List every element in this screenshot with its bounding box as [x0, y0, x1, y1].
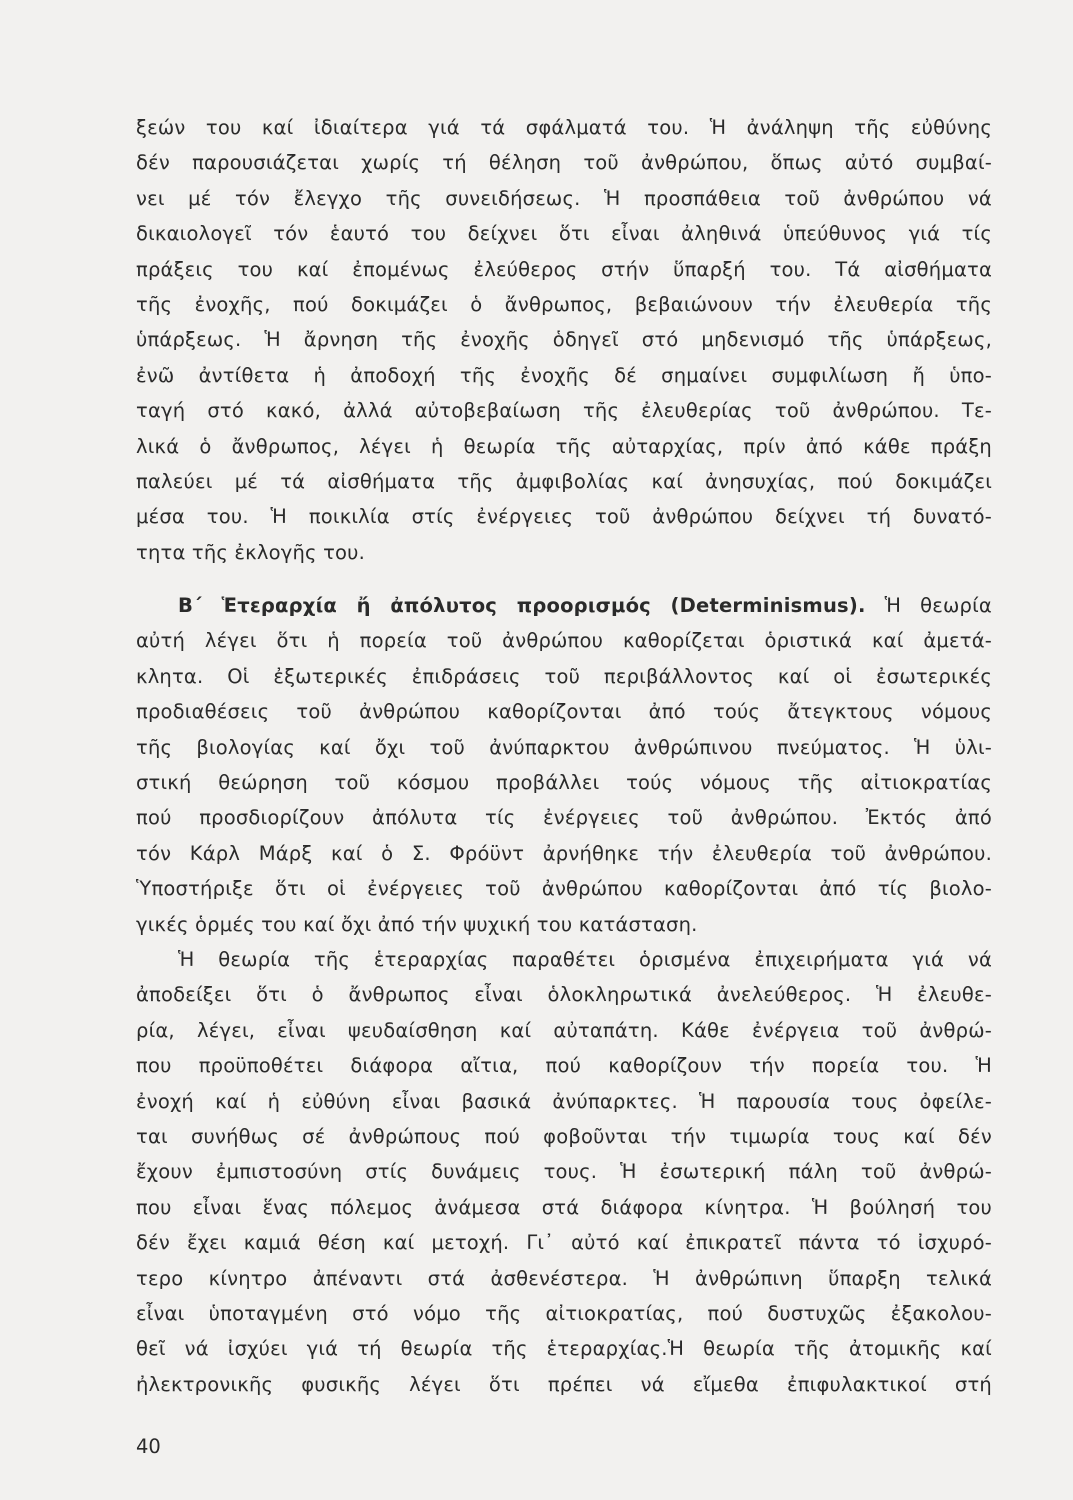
page-number: 40	[136, 1435, 161, 1458]
paragraph-1	[136, 110, 992, 570]
text-line: ἐνῶ ἀντίθετα ἡ ἀποδοχή τῆς ἐνοχῆς δέ σημαίνει συμφιλίωση ἤ ὑπο-	[136, 363, 992, 387]
text-line: ται συνήθως σέ ἀνθρώπους πού φοβοῦνται τήν τιμωρία τους καί δέν	[136, 1124, 992, 1148]
text-line: τῆς βιολογίας καί ὄχι τοῦ ἀνύπαρκτου ἀνθρώπινου πνεύματος. Ἡ ὑλι-	[136, 735, 992, 759]
paragraph-spacer	[136, 570, 992, 588]
text-line: τερο κίνητρο ἀπέναντι στά ἀσθενέστερα. Ἡ ἀνθρώπινη ὕπαρξη τελικά	[136, 1266, 992, 1290]
text-line: πού προσδιορίζουν ἀπόλυτα τίς ἐνέργειες τοῦ ἀνθρώπου. Ἐκτός ἀπό	[136, 806, 992, 830]
text-line: δέν παρουσιάζεται χωρίς τή θέληση τοῦ ἀνθρώπου, ὅπως αὐτό συμβαί-	[136, 151, 992, 175]
text-line: νει μέ τόν ἔλεγχο τῆς συνειδήσεως. Ἡ προσπάθεια τοῦ ἀνθρώπου νά	[136, 186, 992, 210]
text-line: τητα τῆς ἐκλογῆς του.	[136, 540, 366, 564]
text-line: Ὑποστήριξε ὅτι οἱ ἐνέργειες τοῦ ἀνθρώπου καθορίζονται ἀπό τίς βιολο-	[136, 877, 992, 901]
text-line: ξεών του καί ἰδιαίτερα γιά τά σφάλματά του. Ἡ ἀνάληψη τῆς εὐθύνης	[136, 116, 992, 139]
text-line: γικές ὁρμές του καί ὄχι ἀπό τήν ψυχική του κατάσταση.	[136, 912, 698, 936]
paragraph-2	[136, 588, 992, 942]
text-line: αὐτή λέγει ὅτι ἡ πορεία τοῦ ἀνθρώπου καθορίζεται ὁριστικά καί ἀμετά-	[136, 629, 992, 653]
text-line: λικά ὁ ἄνθρωπος, λέγει ἡ θεωρία τῆς αὐταρχίας, πρίν ἀπό κάθε πράξη	[136, 434, 992, 458]
text-line: ἐνοχή καί ἡ εὐθύνη εἶναι βασικά ἀνύπαρκτες. Ἡ παρουσία τους ὀφείλε-	[136, 1089, 992, 1113]
heading-line-rest: Ἡ θεωρία	[884, 594, 992, 618]
text-line: Ἡ θεωρία τῆς ἑτεραρχίας παραθέτει ὁρισμένα ἐπιχειρήματα γιά νά	[178, 947, 992, 971]
text-line: ἀποδείξει ὅτι ὁ ἄνθρωπος εἶναι ὁλοκληρωτικά ἀνελεύθερος. Ἡ ἐλευθε-	[136, 983, 992, 1007]
text-line: κλητα. Οἱ ἐξωτερικές ἐπιδράσεις τοῦ περιβάλλοντος καί οἱ ἐσωτερικές	[136, 664, 992, 688]
text-line: ὑπάρξεως. Ἡ ἄρνηση τῆς ἐνοχῆς ὁδηγεῖ στό μηδενισμό τῆς ὑπάρξεως,	[136, 328, 992, 352]
text-line: που προϋποθέτει διάφορα αἴτια, πού καθορίζουν τήν πορεία του. Ἡ	[136, 1054, 992, 1078]
text-line: τῆς ἐνοχῆς, πού δοκιμάζει ὁ ἄνθρωπος, βεβαιώνουν τήν ἐλευθερία τῆς	[136, 292, 992, 316]
section-heading-line	[136, 588, 992, 623]
text-line: μέσα του. Ἡ ποικιλία στίς ἐνέργειες τοῦ ἀνθρώπου δείχνει τή δυνατό-	[136, 505, 992, 529]
text-line: δέν ἔχει καμιά θέση καί μετοχή. Γι᾿ αὐτό καί ἐπικρατεῖ πάντα τό ἰσχυρό-	[136, 1231, 992, 1255]
section-heading: Β΄ Ἑτεραρχία ἤ ἀπόλυτος προορισμός (Determinismus).	[178, 594, 866, 618]
text-line: δικαιολογεῖ τόν ἑαυτό του δείχνει ὅτι εἶναι ἀληθινά ὑπεύθυνος γιά τίς	[136, 222, 992, 246]
text-line: τόν Κάρλ Μάρξ καί ὁ Σ. Φρόϋντ ἀρνήθηκε τήν ἐλευθερία τοῦ ἀνθρώπου.	[136, 841, 992, 865]
text-line: ρία, λέγει, εἶναι ψευδαίσθηση καί αὐταπάτη. Κάθε ἐνέργεια τοῦ ἀνθρώ-	[136, 1018, 992, 1042]
text-line: ταγή στό κακό, ἀλλά αὐτοβεβαίωση τῆς ἐλευθερίας τοῦ ἀνθρώπου. Τε-	[136, 399, 992, 423]
text-line: παλεύει μέ τά αἰσθήματα τῆς ἀμφιβολίας καί ἀνησυχίας, πού δοκιμάζει	[136, 469, 992, 493]
text-line: στική θεώρηση τοῦ κόσμου προβάλλει τούς νόμους τῆς αἰτιοκρατίας	[136, 771, 992, 795]
text-line: προδιαθέσεις τοῦ ἀνθρώπου καθορίζονται ἀπό τούς ἄτεγκτους νόμους	[136, 700, 992, 724]
text-line: ἠλεκτρονικῆς φυσικῆς λέγει ὅτι πρέπει νά εἴμεθα ἐπιφυλακτικοί στή	[136, 1372, 992, 1396]
text-line: θεῖ νά ἰσχύει γιά τή θεωρία τῆς ἑτεραρχίας.Ἡ θεωρία τῆς ἀτομικῆς καί	[136, 1337, 992, 1361]
page-body	[136, 110, 992, 1402]
text-line: ἔχουν ἐμπιστοσύνη στίς δυνάμεις τους. Ἡ ἐσωτερική πάλη τοῦ ἀνθρώ-	[136, 1160, 992, 1184]
text-line: πράξεις του καί ἐπομένως ἐλεύθερος στήν ὕπαρξή του. Τά αἰσθήματα	[136, 257, 992, 281]
paragraph-3	[136, 942, 992, 1402]
text-line: εἶναι ὑποταγμένη στό νόμο τῆς αἰτιοκρατίας, πού δυστυχῶς ἐξακολου-	[136, 1301, 992, 1325]
text-line: που εἶναι ἕνας πόλεμος ἀνάμεσα στά διάφορα κίνητρα. Ἡ βούλησή του	[136, 1195, 992, 1219]
